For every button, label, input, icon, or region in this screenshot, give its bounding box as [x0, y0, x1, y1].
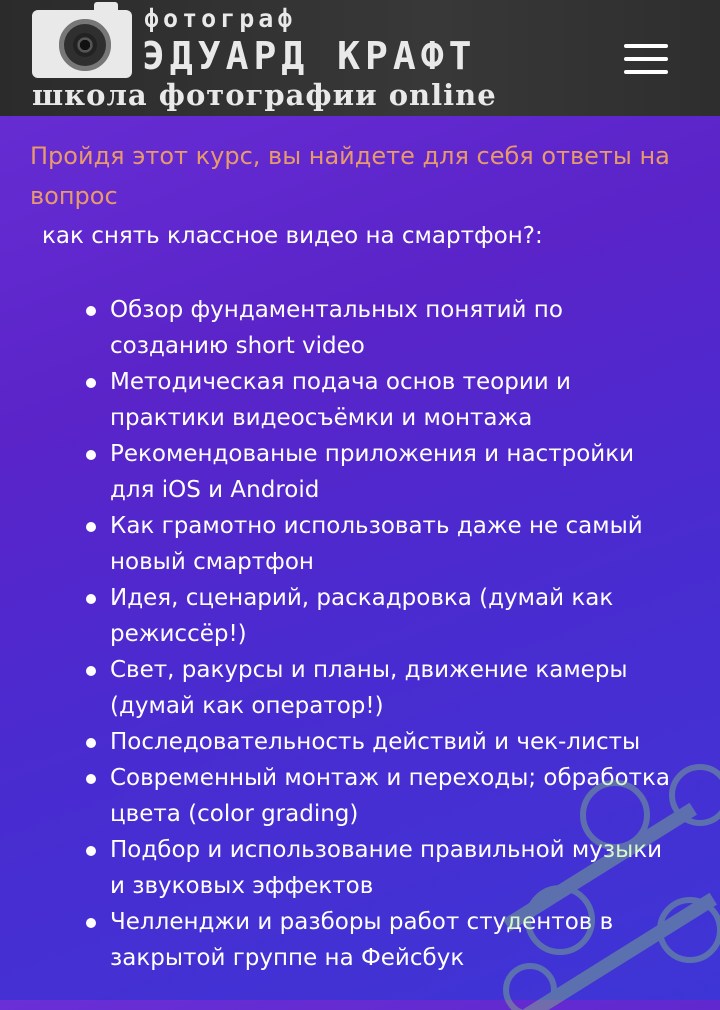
list-item: Современный монтаж и переходы; обработка цвета (color grading): [0, 760, 670, 832]
hamburger-menu-icon[interactable]: [624, 44, 668, 74]
logo-name: ЭДУАРД КРАФТ: [142, 34, 477, 78]
site-logo[interactable]: [32, 4, 497, 112]
list-item: Подбор и использование правильной музыки и звуковых эффектов: [0, 832, 670, 904]
list-item: Челленджи и разборы работ студентов в закрытой группе на Фейсбук: [0, 904, 670, 976]
logo-school: школа фотографии online: [32, 78, 497, 112]
intro-text: Пройдя этот курс, вы найдете для себя ответы на вопрос: [30, 142, 670, 210]
list-item: Рекомендованые приложения и настройки для iOS и Android: [0, 436, 670, 508]
camera-icon: [32, 10, 132, 78]
list-item: Последовательность действий и чек-листы: [0, 724, 670, 760]
list-item: Обзор фундаментальных понятий по созданию short video: [0, 292, 670, 364]
site-header: [0, 0, 720, 116]
list-item: Как грамотно использовать даже не самый новый смартфон: [0, 508, 670, 580]
list-item: Методическая подача основ теории и практики видеосъёмки и монтажа: [0, 364, 670, 436]
course-topics-list: [0, 292, 720, 976]
logo-subtitle: фотограф: [144, 4, 297, 33]
list-item: Свет, ракурсы и планы, движение камеры (думай как оператор!): [0, 652, 670, 724]
list-item: Идея, сценарий, раскадровка (думай как режиссёр!): [0, 580, 670, 652]
question-text: как снять классное видео на смартфон?:: [42, 223, 543, 249]
